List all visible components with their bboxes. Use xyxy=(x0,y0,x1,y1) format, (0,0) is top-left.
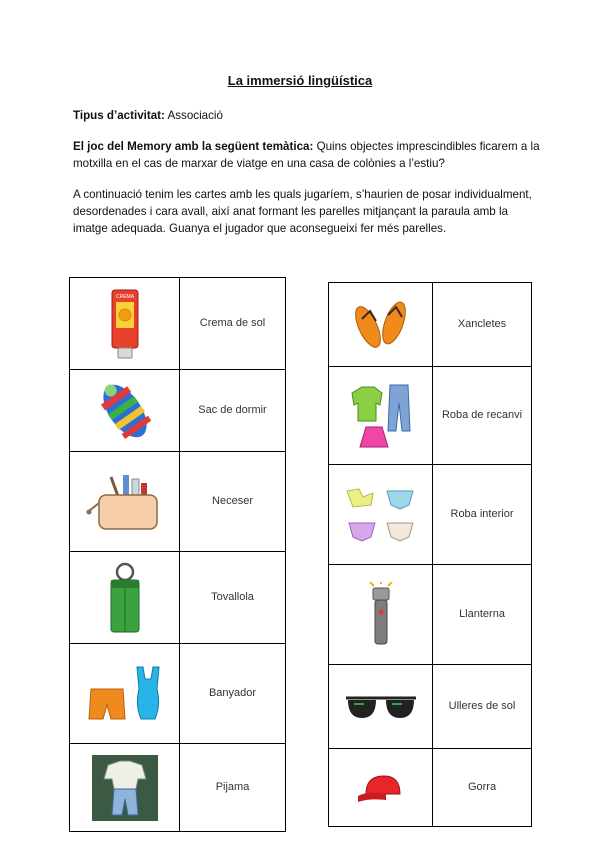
sunscreen-icon xyxy=(105,288,145,360)
card-word: Crema de sol xyxy=(180,278,286,370)
cards-table-right xyxy=(328,282,532,827)
flip-flops-icon xyxy=(346,297,416,353)
card-word: Tovallola xyxy=(180,552,286,644)
underwear-icon xyxy=(343,483,419,547)
card-image xyxy=(70,644,180,744)
card-image xyxy=(70,278,180,370)
sunscreen-label: CREMA xyxy=(115,293,134,300)
card-word: Roba interior xyxy=(433,465,532,565)
sleeping-bag-icon xyxy=(95,378,155,444)
game-label: El joc del Memory amb la següent temàtica: xyxy=(73,140,314,153)
card-row xyxy=(329,665,532,749)
card-row xyxy=(70,278,286,370)
card-image xyxy=(329,665,433,749)
card-row xyxy=(329,749,532,827)
card-word: Banyador xyxy=(180,644,286,744)
activity-type-value: Associació xyxy=(167,109,223,122)
card-row xyxy=(329,367,532,465)
card-image xyxy=(329,367,433,465)
card-row xyxy=(70,644,286,744)
page-title: La immersió lingüística xyxy=(227,73,373,88)
card-row xyxy=(70,370,286,452)
card-image xyxy=(329,565,433,665)
card-image xyxy=(329,749,433,827)
card-image xyxy=(70,452,180,552)
game-description xyxy=(73,138,543,172)
instructions: A continuació tenim les cartes amb les quals jugaríem, s’haurien de posar individualment, desordenades i cara avall, així anat formant les parelles mitjançant la paraula amb la imatge adequada. Guanya el jugador que aconsegueixi fer més parelles. xyxy=(73,188,532,235)
card-word: Pijama xyxy=(180,744,286,832)
card-image xyxy=(70,552,180,644)
towel-icon xyxy=(105,562,145,634)
pajamas-icon xyxy=(92,755,158,821)
card-row xyxy=(329,565,532,665)
card-image xyxy=(70,744,180,832)
cap-icon xyxy=(356,772,406,804)
card-row xyxy=(70,744,286,832)
card-row xyxy=(329,465,532,565)
cards-table-left xyxy=(69,277,286,832)
card-word: Roba de recanvi xyxy=(433,367,532,465)
toiletry-bag-icon xyxy=(85,469,165,535)
activity-type xyxy=(73,107,543,124)
card-image xyxy=(329,465,433,565)
card-word: Ulleres de sol xyxy=(433,665,532,749)
card-word: Sac de dormir xyxy=(180,370,286,452)
card-image xyxy=(329,283,433,367)
card-row xyxy=(70,552,286,644)
game-question: Quins objectes imprescindibles ficarem a la motxilla en el cas de marxar de viatge en una casa de colònies a l’estiu? xyxy=(73,140,540,170)
flashlight-icon xyxy=(366,582,396,648)
card-word: Gorra xyxy=(433,749,532,827)
card-word: Xancletes xyxy=(433,283,532,367)
card-image xyxy=(70,370,180,452)
activity-type-label: Tipus d’activitat: xyxy=(73,109,165,122)
card-word: Neceser xyxy=(180,452,286,552)
card-word: Llanterna xyxy=(433,565,532,665)
card-row xyxy=(329,283,532,367)
sunglasses-icon xyxy=(344,692,418,722)
spare-clothes-icon xyxy=(346,381,416,451)
card-row xyxy=(70,452,286,552)
swimsuit-icon xyxy=(85,661,165,727)
